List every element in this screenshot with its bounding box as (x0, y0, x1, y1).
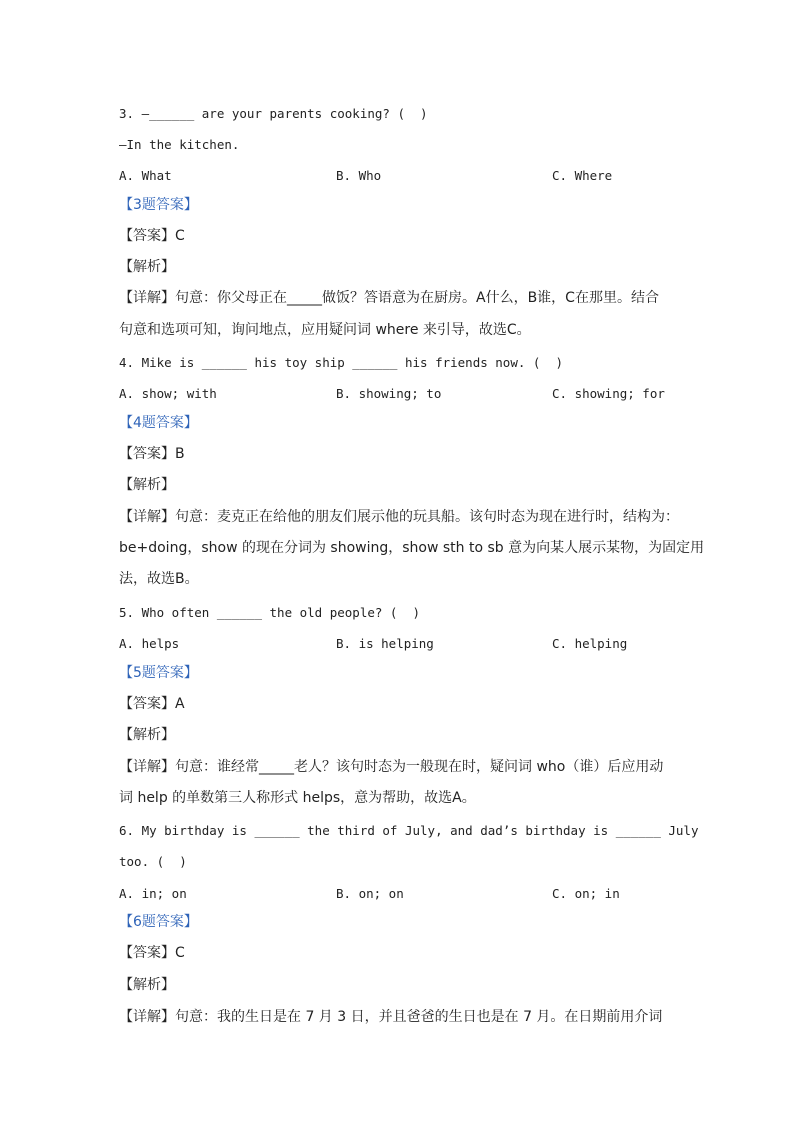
q4-answer: 【答案】B (119, 446, 185, 462)
q4-detail-line-2: be+doing，show 的现在分词为 showing，show sth to sb 意为向某人展示某物，为固定用 (119, 540, 705, 556)
q3-option-b: B. Who (336, 168, 382, 183)
q5-question: 5. Who often ______ the old people? ( ) (119, 605, 421, 620)
q3-question: 3. —______ are your parents cooking? ( ) (119, 106, 428, 121)
q4-answer-header: 【4题答案】 (119, 415, 198, 431)
q3-reply: —In the kitchen. (119, 137, 240, 152)
q3-option-a: A. What (119, 168, 172, 183)
q6-question: 6. My birthday is ______ the third of July, and dad’s birthday is ______ July (119, 823, 699, 838)
q6-analysis: 【解析】 (119, 977, 175, 993)
q3-option-c: C. Where (552, 168, 613, 183)
q3-detail-line-2: 句意和选项可知，询问地点，应用疑问词 where 来引导，故选C。 (119, 322, 531, 338)
q6-question-cont: too. ( ) (119, 854, 187, 869)
q4-question: 4. Mike is ______ his toy ship ______ his friends now. ( ) (119, 355, 564, 370)
q4-option-b: B. showing; to (336, 386, 442, 401)
q5-option-b: B. is helping (336, 636, 434, 651)
q3-answer-header: 【3题答案】 (119, 197, 198, 213)
q6-option-c: C. on; in (552, 886, 620, 901)
q3-analysis: 【解析】 (119, 259, 175, 275)
q3-detail-line-1: 【详解】句意：你父母正在_____做饭？答语意为在厨房。A什么，B谁，C在那里。结合 (119, 290, 659, 306)
q4-analysis: 【解析】 (119, 477, 175, 493)
q6-answer: 【答案】C (119, 945, 185, 961)
q5-option-a: A. helps (119, 636, 180, 651)
q5-detail-line-1: 【详解】句意：谁经常_____老人？该句时态为一般现在时，疑问词 who（谁）后应用动 (119, 759, 664, 775)
q4-option-c: C. showing; for (552, 386, 665, 401)
q4-detail-line-3: 法，故选B。 (119, 571, 199, 587)
q6-option-b: B. on; on (336, 886, 404, 901)
q5-detail-line-2: 词 help 的单数第三人称形式 helps，意为帮助，故选A。 (119, 790, 476, 806)
q6-option-a: A. in; on (119, 886, 187, 901)
q4-option-a: A. show; with (119, 386, 217, 401)
q6-answer-header: 【6题答案】 (119, 914, 198, 930)
q3-answer: 【答案】C (119, 228, 185, 244)
q5-answer-header: 【5题答案】 (119, 665, 198, 681)
q4-detail-line-1: 【详解】句意：麦克正在给他的朋友们展示他的玩具船。该句时态为现在进行时，结构为： (119, 509, 679, 525)
q5-option-c: C. helping (552, 636, 628, 651)
q5-answer: 【答案】A (119, 696, 185, 712)
q5-analysis: 【解析】 (119, 727, 175, 743)
q6-detail-line-1: 【详解】句意：我的生日是在 7 月 3 日，并且爸爸的生日也是在 7 月。在日期前用介词 (119, 1009, 663, 1025)
